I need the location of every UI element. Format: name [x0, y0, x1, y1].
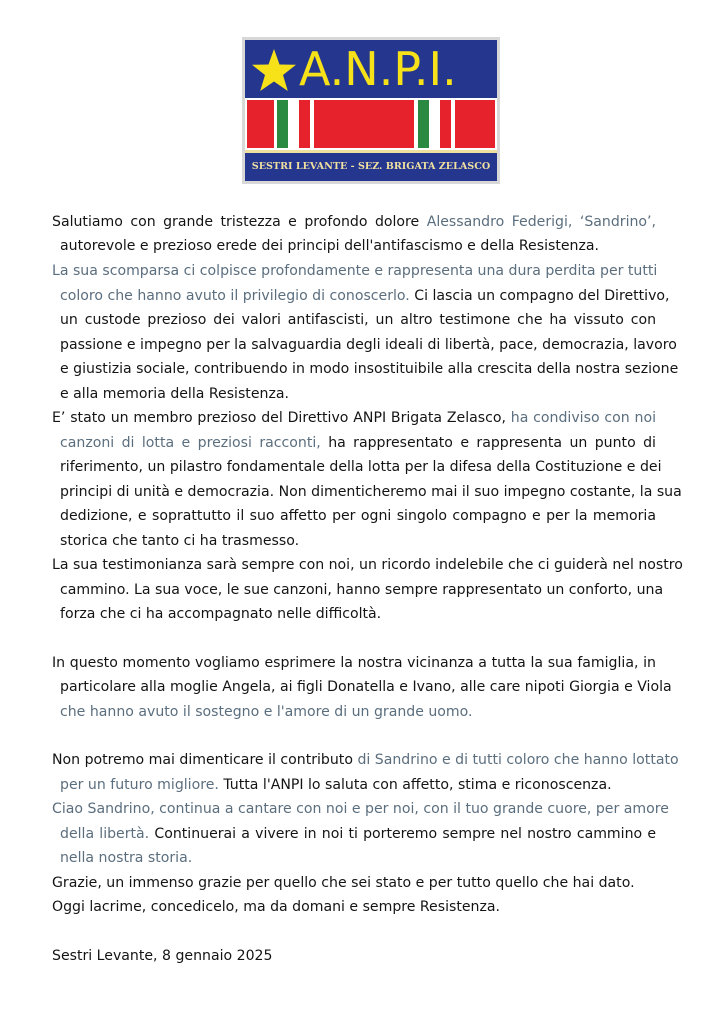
- text-span: Non potremo mai dimenticare il contributo: [52, 752, 358, 768]
- text-line: un custode prezioso dei valori antifascisti, un altro testimone che ha vissuto con: [60, 312, 656, 328]
- text-line: nella nostra storia.: [60, 850, 193, 866]
- text-line: La sua testimonianza sarà sempre con noi, un ricordo indelebile che ci guiderà nel nostro: [52, 557, 683, 573]
- logo-header-band: [245, 40, 497, 98]
- text-span: per un futuro migliore.: [60, 777, 219, 793]
- text-line: autorevole e prezioso erede dei principi dell'antifascismo e della Resistenza.: [60, 238, 599, 254]
- text-line: forza che ci ha accompagnato nelle difficoltà.: [60, 606, 382, 622]
- text-line: storica che tanto ci ha trasmesso.: [60, 533, 300, 549]
- place-date: Sestri Levante, 8 gennaio 2025: [52, 948, 273, 964]
- text-span: coloro che hanno avuto il privilegio di conoscerlo.: [60, 288, 410, 304]
- text-line: Grazie, un immenso grazie per quello che sei stato e per tutto quello che hai dato.: [52, 875, 635, 891]
- text-line: In questo momento vogliamo esprimere la nostra vicinanza a tutta la sua famiglia, in: [52, 655, 656, 671]
- text-line: Oggi lacrime, concedicelo, ma da domani e sempre Resistenza.: [52, 899, 500, 915]
- text-line: dedizione, e soprattutto il suo affetto per ogni singolo compagno e per la memoria: [60, 508, 656, 524]
- text-span: Tutta l'ANPI lo saluta con affetto, stima e riconoscenza.: [218, 777, 612, 793]
- logo-title: A.N.P.I.: [299, 42, 457, 96]
- anpi-logo: [242, 37, 500, 184]
- text-line: La sua scomparsa ci colpisce profondamente e rappresenta una dura perdita per tutti: [52, 263, 658, 279]
- text-line: riferimento, un pilastro fondamentale della lotta per la difesa della Costituzione e dei: [60, 459, 662, 475]
- text-line: e giustizia sociale, contribuendo in modo insostituibile alla crescita della nostra sezione: [60, 361, 679, 377]
- text-line: [52, 409, 656, 427]
- logo-footer-band: [245, 150, 497, 181]
- name-highlight: Alessandro Federigi, ‘Sandrino’,: [426, 214, 657, 230]
- text-line: che hanno avuto il sostegno e l'amore di un grande uomo.: [60, 704, 473, 720]
- tricolor-flags-graphic: [245, 98, 497, 150]
- text-line: principi di unità e democrazia. Non dimenticheremo mai il suo impegno costante, la sua: [60, 484, 682, 500]
- text-line: particolare alla moglie Angela, ai figli Donatella e Ivano, alle care nipoti Giorgia e Viola: [60, 679, 672, 695]
- text-span: Salutiamo con grande tristezza e profondo dolore: [52, 214, 427, 230]
- text-line: cammino. La sua voce, le sue canzoni, hanno sempre rappresentato un conforto, una: [60, 582, 664, 598]
- logo-subtitle: SESTRI LEVANTE - SEZ. BRIGATA ZELASCO: [251, 161, 491, 172]
- text-span: ha rappresentato e rappresenta un punto di: [320, 435, 656, 451]
- text-line: e alla memoria della Resistenza.: [60, 386, 289, 402]
- text-line: [52, 213, 656, 231]
- text-span: di Sandrino e di tutti coloro che hanno lottato: [357, 752, 679, 768]
- text-line: passione e impegno per la salvaguardia degli ideali di libertà, pace, democrazia, lavoro: [60, 337, 677, 353]
- logo-flag-band: [245, 98, 497, 150]
- text-line: [60, 434, 656, 452]
- text-span: ha condiviso con noi: [505, 410, 656, 426]
- text-line: [60, 825, 656, 843]
- text-line: Ciao Sandrino, continua a cantare con noi e per noi, con il tuo grande cuore, per amore: [52, 801, 669, 817]
- text-line: [60, 776, 612, 794]
- text-span: E’ stato un membro prezioso del Direttivo ANPI Brigata Zelasco,: [52, 410, 506, 426]
- text-line: [52, 751, 679, 769]
- text-span: Ci lascia un compagno del Direttivo,: [409, 288, 670, 304]
- text-span: della libertà.: [60, 826, 150, 842]
- text-span: Continuerai a vivere in noi ti porteremo sempre nel nostro cammino e: [149, 826, 657, 842]
- star-icon: [251, 48, 297, 92]
- text-span: canzoni di lotta e preziosi racconti,: [60, 435, 321, 451]
- text-line: [60, 287, 670, 305]
